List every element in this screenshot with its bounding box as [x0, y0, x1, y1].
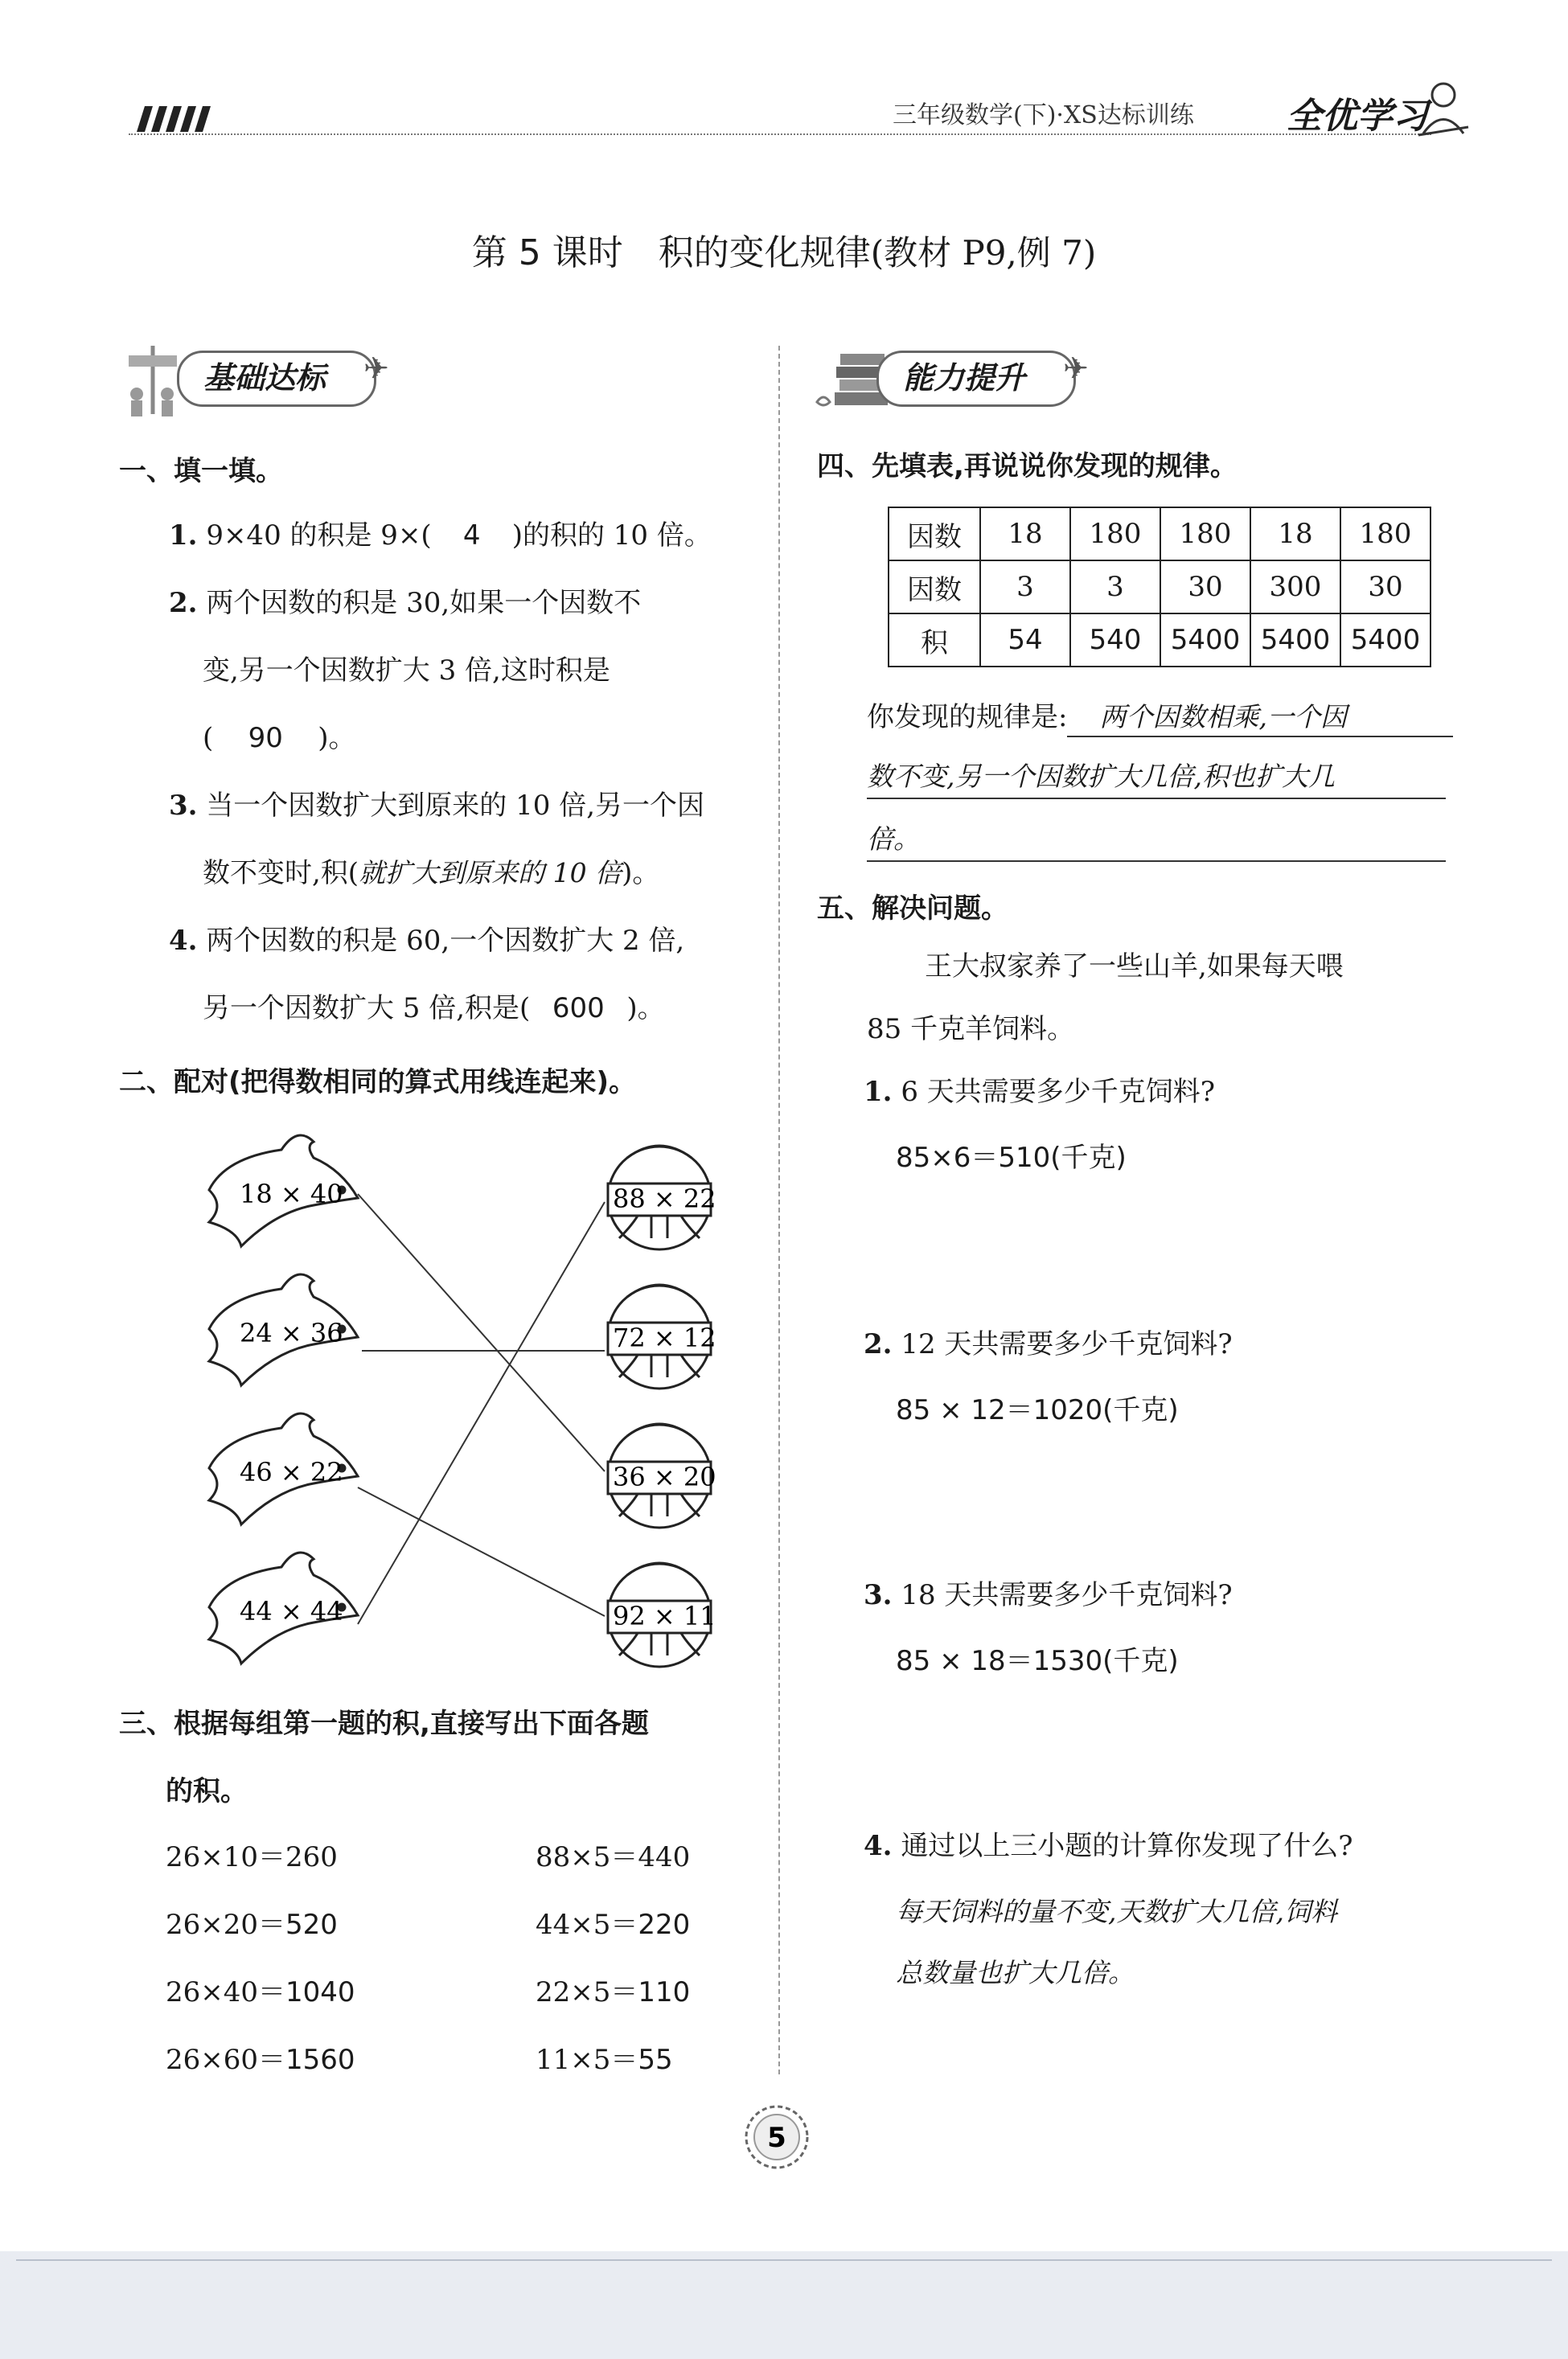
- question-1-2: 2. 两个因数的积是 30,如果一个因数不: [169, 587, 642, 619]
- answer-1-4: 600: [552, 992, 605, 1024]
- page-number-badge: [743, 2103, 811, 2171]
- dolphin-label-1: 18 × 40: [240, 1179, 343, 1209]
- table-cell: 18: [1250, 507, 1340, 560]
- question-1-4: 4. 两个因数的积是 60,一个因数扩大 2 倍,: [169, 925, 685, 957]
- ball-label-4: 92 × 11: [613, 1601, 716, 1631]
- page-edge: [16, 2259, 1552, 2261]
- question-1-2-line2: 变,另一个因数扩大 3 倍,这时积是: [203, 654, 610, 687]
- calc-row: 22×5＝110: [536, 1976, 691, 2008]
- plane-icon: ✈: [363, 351, 389, 386]
- factor-table: [888, 507, 1431, 667]
- question-5-2: 2. 12 天共需要多少千克饲料?: [864, 1328, 1233, 1360]
- section-4-heading: 四、先填表,再说说你发现的规律。: [817, 450, 1238, 482]
- header-rule: [129, 133, 1431, 135]
- answer-5-1: 85×6＝510(千克): [896, 1142, 1127, 1174]
- plane-icon: ✈: [1063, 351, 1089, 386]
- answer-5-3: 85 × 18＝1530(千克): [896, 1645, 1179, 1677]
- table-cell: 5400: [1250, 613, 1340, 667]
- question-1-3-line2: 数不变时,积(就扩大到原来的 10 倍)。: [203, 857, 660, 889]
- table-cell: 3: [1070, 560, 1160, 613]
- section-1-heading: 一、填一填。: [119, 455, 283, 487]
- title-source: (教材 P9,例 7): [870, 233, 1097, 273]
- table-cell: 300: [1250, 560, 1340, 613]
- table-cell: 30: [1340, 560, 1430, 613]
- calc-row: 26×20＝520: [166, 1909, 338, 1941]
- table-cell: 30: [1160, 560, 1250, 613]
- problem-intro-line2: 85 千克羊饲料。: [867, 1013, 1075, 1045]
- question-1-1: 1. 9×40 的积是 9×( 4 )的积的 10 倍。: [169, 502, 712, 569]
- section-3-heading: 三、根据每组第一题的积,直接写出下面各题: [119, 1708, 649, 1740]
- dolphin-label-3: 46 × 22: [240, 1457, 343, 1487]
- ball-label-3: 36 × 20: [613, 1462, 716, 1492]
- answer-1-1: 4: [462, 519, 481, 552]
- question-1-4-line2: 另一个因数扩大 5 倍,积是( 600 )。: [203, 974, 665, 1042]
- table-cell: 18: [980, 507, 1070, 560]
- question-1-3: 3. 当一个因数扩大到原来的 10 倍,另一个因: [169, 790, 704, 822]
- calc-row: 26×40＝1040: [166, 1976, 355, 2008]
- answer-1-3: 就扩大到原来的 10 倍: [359, 857, 622, 888]
- calc-row: 88×5＝440: [536, 1841, 691, 1873]
- table-cell: 540: [1070, 613, 1160, 667]
- header-series: 三年级数学(下)·XS达标训练: [893, 101, 1194, 129]
- ball-label-2: 72 × 12: [613, 1323, 716, 1353]
- dolphin-label-4: 44 × 44: [240, 1596, 343, 1627]
- problem-intro: 王大叔家养了一些山羊,如果每天喂: [925, 950, 1344, 983]
- table-cell: 180: [1340, 507, 1430, 560]
- table-cell: 54: [980, 613, 1070, 667]
- table-cell: 3: [980, 560, 1070, 613]
- match-line-4: [358, 1202, 605, 1624]
- badge-advanced: 能力提升: [876, 351, 1076, 407]
- question-5-1: 1. 6 天共需要多少千克饲料?: [864, 1076, 1215, 1108]
- table-row: [889, 560, 1430, 613]
- rule-answer-1: 两个因数相乘,一个因: [1067, 699, 1453, 737]
- question-5-4: 4. 通过以上三小题的计算你发现了什么?: [864, 1830, 1353, 1862]
- matching-diagram: [193, 1126, 740, 1688]
- match-line-1: [358, 1194, 605, 1471]
- table-row: [889, 613, 1430, 667]
- table-cell: 因数: [889, 507, 980, 560]
- section-2-heading: 二、配对(把得数相同的算式用线连起来)。: [119, 1066, 637, 1098]
- header-brand: 全优学习: [1287, 96, 1428, 137]
- table-cell: 5400: [1160, 613, 1250, 667]
- title-main: 第 5 课时 积的变化规律: [471, 232, 871, 273]
- calc-row: 26×60＝1560: [166, 2044, 355, 2076]
- rule-line-1: 你发现的规律是: 两个因数相乘,一个因: [867, 683, 1453, 751]
- ball-label-1: 88 × 22: [613, 1184, 716, 1214]
- section-5-heading: 五、解决问题。: [817, 892, 1008, 925]
- header-stripes-icon: [129, 103, 217, 135]
- header-student-icon: [1415, 77, 1472, 142]
- table-cell: 180: [1160, 507, 1250, 560]
- match-line-3: [358, 1487, 605, 1616]
- table-cell: 因数: [889, 560, 980, 613]
- calc-row: 11×5＝55: [536, 2044, 673, 2076]
- answer-5-4-line2: 总数量也扩大几倍。: [896, 1957, 1135, 1988]
- calc-row: 26×10＝260: [166, 1841, 338, 1873]
- dolphin-label-2: 24 × 36: [240, 1318, 343, 1348]
- calc-row: 44×5＝220: [536, 1909, 691, 1941]
- page-number: 5: [767, 2122, 786, 2154]
- rule-answer-3: 倍。: [867, 818, 1446, 862]
- answer-5-4: 每天饲料的量不变,天数扩大几倍,饲料: [896, 1896, 1337, 1927]
- column-divider: [778, 346, 780, 2074]
- page-bottom-tint: [0, 2251, 1568, 2359]
- page-title: [0, 224, 1568, 275]
- table-cell: 积: [889, 613, 980, 667]
- table-cell: 5400: [1340, 613, 1430, 667]
- section-3-heading-line2: 的积。: [166, 1775, 248, 1807]
- rule-answer-2: 数不变,另一个因数扩大几倍,积也扩大几: [867, 756, 1446, 799]
- answer-5-2: 85 × 12＝1020(千克): [896, 1394, 1179, 1426]
- badge-basic: 基础达标: [177, 351, 376, 407]
- table-row: [889, 507, 1430, 560]
- question-1-2-line3: ( 90 )。: [203, 704, 356, 772]
- question-5-3: 3. 18 天共需要多少千克饲料?: [864, 1579, 1233, 1611]
- table-cell: 180: [1070, 507, 1160, 560]
- answer-1-2: 90: [248, 722, 283, 754]
